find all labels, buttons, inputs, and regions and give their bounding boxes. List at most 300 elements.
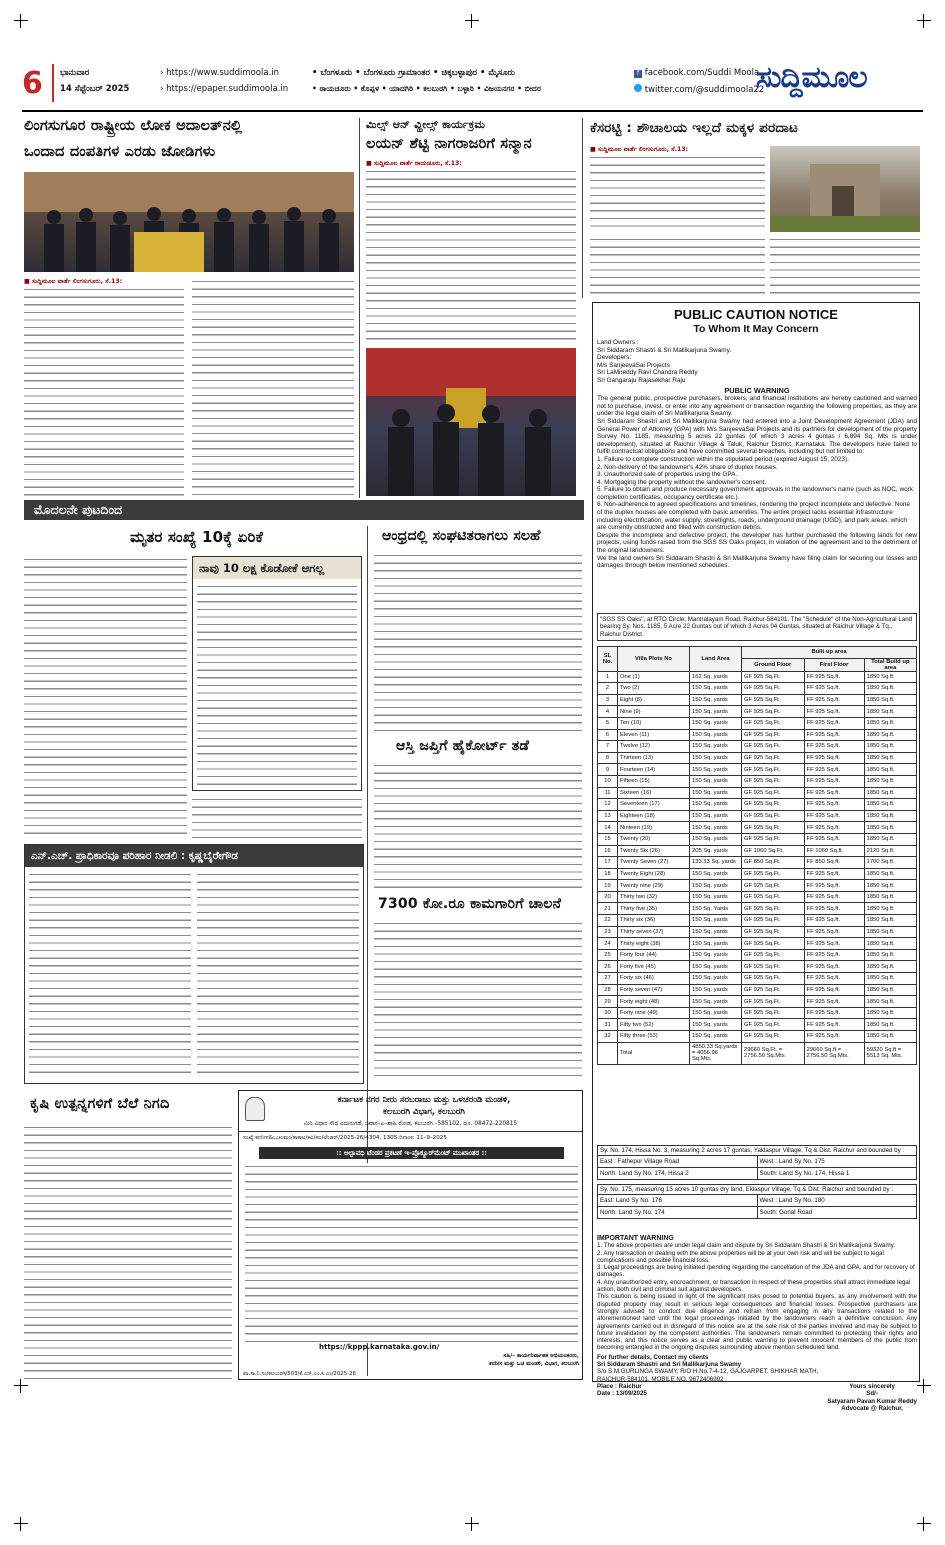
table-cell: 1850 Sq.ft.	[864, 729, 916, 741]
compensation-title: ನಾವು 10 ಲಕ್ಷ ಕೊಡೋಕೆ ಆಗಲ್ಲ	[193, 557, 361, 579]
editions-row-1: • ಬೆಂಗಳೂರು • ಬೆಂಗಳೂರು ಗ್ರಾಮಾಂತರ • ಚಿಕ್ಕಬಳ್ಳಾಪುರ • ಮೈಸೂರು	[312, 68, 515, 78]
sy175-south: South: Gonal Road	[758, 1207, 918, 1219]
table-row	[598, 868, 917, 880]
table-cell: GF 925 Sq.Ft.	[742, 729, 805, 741]
table-cell: 1850 Sq.ft.	[864, 926, 916, 938]
table-cell: 150 Sq. yards	[690, 868, 742, 880]
table-cell: 15	[598, 833, 618, 845]
table-cell: 150 Sq. yards	[690, 915, 742, 927]
table-row	[598, 799, 917, 811]
contact-names: Sri Siddaram Shastri and Sri Mallikarjuna Swamy	[597, 1361, 742, 1369]
table-cell: 3	[598, 694, 618, 706]
table-cell: GF 925 Sq.Ft.	[742, 915, 805, 927]
table-cell: Twelve (12)	[618, 741, 690, 753]
table-row	[598, 717, 917, 729]
table-cell: FF 925 Sq.ft.	[804, 683, 864, 695]
advocate-name: Satyaram Pavan Kumar Reddy	[827, 1397, 917, 1405]
table-cell: FF 925 Sq.ft.	[804, 1019, 864, 1031]
table-cell: Ten (10)	[618, 717, 690, 729]
tender-body	[245, 1163, 578, 1343]
table-cell: GF 925 Sq.Ft.	[742, 973, 805, 985]
we-text: We the land owners Sri Siddaram Shastri & Sri Mallikarjuna Swamy have filing claim for securing our losses and damages through below mentioned schedules.	[597, 554, 917, 570]
sy174-north: North: Land Sy No. 174, Hissa 2	[597, 1168, 758, 1180]
table-cell: Twenty Six (26)	[618, 845, 690, 857]
lok-adalat-title-1: ಲಿಂಗಸುಗೂರ ರಾಷ್ಟ್ರೀಯ ಲೋಕ ಅದಾಲತ್‌ನಲ್ಲಿ	[24, 118, 243, 134]
table-cell: FF 925 Sq.ft.	[804, 822, 864, 834]
table-total-row	[598, 1042, 917, 1064]
table-cell: Thirteen (13)	[618, 752, 690, 764]
table-cell: Nine (9)	[618, 706, 690, 718]
projects-title: 7300 ಕೋ.ರೂ ಕಾಮಗಾರಿಗೆ ಚಾಲನೆ	[378, 896, 562, 912]
table-cell: 150 Sq. yards	[690, 996, 742, 1008]
table-cell: 16	[598, 845, 618, 857]
table-cell: 9	[598, 764, 618, 776]
warning-heading: PUBLIC WARNING	[724, 385, 790, 395]
contact-address-1: S/o S.M.GURLINGA SWAMY, R/O H.No.7-4-12, GAJGARPET, SHIKHAR MATH,	[597, 1368, 819, 1376]
table-cell: 30	[598, 1007, 618, 1019]
table-cell: 14	[598, 822, 618, 834]
yours-sincerely: Yours sincerely	[849, 1382, 895, 1390]
table-cell: Forty eight (48)	[618, 996, 690, 1008]
developers-label: Developers:	[597, 354, 632, 362]
table-cell: 150 Sq. yards	[690, 775, 742, 787]
sy174-west: West : Land Sy No. 175	[758, 1156, 918, 1168]
table-cell: 150 Sq. Yards	[690, 903, 742, 915]
table-cell: 28	[598, 984, 618, 996]
table-cell	[598, 1042, 618, 1064]
table-cell: Seventeen (17)	[618, 799, 690, 811]
table-cell: GF 925 Sq.Ft.	[742, 764, 805, 776]
table-cell: FF 925 Sq.ft.	[804, 764, 864, 776]
table-cell: Forty nine (49)	[618, 1007, 690, 1019]
table-cell: FF 925 Sq.ft.	[804, 729, 864, 741]
table-cell: 1850 Sq.ft.	[864, 694, 916, 706]
developer-3: Sri Gangaraju Rajasekhar Raju	[597, 376, 686, 384]
important-1: 1. The above properties are under legal claim and dispute by Sri Siddaram Shastri & Sri Mallikarjuna Swamy.	[597, 1242, 895, 1250]
table-cell: 1850 Sq.ft.	[864, 961, 916, 973]
breach-1: 1. Failure to complete construction within the stipulated period (expired August 15, 2023).	[597, 455, 849, 463]
death-toll-body-col2	[192, 796, 362, 838]
public-caution-notice	[592, 302, 920, 1412]
nh-authority-title: ಎನ್.ಎಚ್. ಪ್ರಾಧಿಕಾರವೂ ಪರಿಹಾರ ನೀಡಲಿ : ಕೃಷ್ಣಬೈರೇಗೌಡ	[25, 845, 363, 867]
death-toll-title: ಮೃತರ ಸಂಖ್ಯೆ 10ಕ್ಕೆ ಏರಿಕೆ	[130, 528, 264, 546]
table-cell: 24	[598, 938, 618, 950]
table-cell: Thirty six (36)	[618, 915, 690, 927]
andhra-body	[374, 552, 582, 732]
table-cell: 150 Sq. yards	[690, 764, 742, 776]
tender-ref: ಸಂಖ್ಯೆ:ಕನನೀಸ&ಒಚಂಮಂ/ಕಾಕಾಅ/ಕವಿ/ಕಲ/ಟೆಂಡರ್/2025-26/4304, 1305 ದಿನಾಂಕ: 11–9–2025	[243, 1135, 447, 1141]
table-row	[598, 683, 917, 695]
table-cell: 1850 Sq.ft.	[864, 752, 916, 764]
sy175-west: West : Land Sy No. 180	[758, 1195, 918, 1207]
table-cell: Eight (8)	[618, 694, 690, 706]
kesaratti-body-1	[590, 154, 765, 230]
table-cell: 21	[598, 903, 618, 915]
table-cell: Total	[618, 1042, 690, 1064]
table-cell: 150 Sq. yards	[690, 961, 742, 973]
table-cell: 22	[598, 915, 618, 927]
crop-mark	[14, 1517, 28, 1531]
table-cell: 29660 Sq.Ft. = 2756.50 Sq.Mts	[742, 1042, 805, 1064]
table-row	[598, 752, 917, 764]
notice-date: Date : 13/09/2025	[597, 1390, 647, 1398]
table-row	[598, 926, 917, 938]
table-row	[598, 961, 917, 973]
krishi-title: ಕೃಷಿ ಉತ್ಪನ್ನಗಳಿಗೆ ಬೆಲೆ ನಿಗದಿ	[30, 1096, 170, 1112]
table-cell: Twenty (20)	[618, 833, 690, 845]
table-cell: FF 925 Sq.ft.	[804, 810, 864, 822]
kesaratti-photo	[770, 146, 920, 232]
important-4: 4. Any unauthorized entry, encroachment, or transaction in respect of these properties shall attract immediate legal action, both civil and criminal suit against developers.	[597, 1278, 911, 1294]
tender-division: ಕಲಬುರಗಿ ವಿಭಾಗ, ಕಲಬುರಗಿ	[383, 1107, 465, 1117]
table-cell: 2	[598, 683, 618, 695]
tender-sign: ಸಹಿ/– ಕಾರ್ಯನಿರ್ವಾಹಕ ಅಭಿಯಂತರರು,	[503, 1353, 579, 1359]
table-row	[598, 822, 917, 834]
table-row	[598, 984, 917, 996]
table-cell: 1850 Sq.ft.	[864, 915, 916, 927]
schedule-description: "SGS SS Oaks", at RTO Circle, Mantralayam Road, Raichur-584101. The "Schedule" of the Non-Agricultural Land bearing Sy. Nos. 1185, 5 Acre 22 Guntas out of which 3 Acres 04 Guntas, situated at Raichur Village & Tq., Raichur District.	[597, 613, 917, 641]
advocate-role: Advocate @ Raichur.	[841, 1404, 903, 1412]
editions-row-2: • ರಾಯಚೂರು • ಕೊಪ್ಪಳ • ಯಾದಗಿರಿ • ಕಲಬುರಗಿ • ಬಳ್ಳಾರಿ • ವಿಜಯನಗರ • ಬೀದರ	[312, 84, 541, 93]
table-cell: 150 Sq. yards	[690, 810, 742, 822]
table-cell: 20	[598, 891, 618, 903]
table-cell: Twenty nine (29)	[618, 880, 690, 892]
table-cell: 150 Sq. yards	[690, 729, 742, 741]
table-cell: GF 925 Sq.Ft.	[742, 671, 805, 683]
col-built-up: Built up area	[742, 647, 917, 659]
crop-mark	[465, 14, 479, 28]
tender-org: ಕರ್ನಾಟಕ ನಗರ ನೀರು ಸರಬರಾಜು ಮತ್ತು ಒಳಚರಂಡಿ ಮಂಡಳಿ,	[337, 1095, 511, 1105]
table-cell: 150 Sq. yards	[690, 799, 742, 811]
krishi-body	[24, 1124, 232, 1380]
table-cell: Forty six (46)	[618, 973, 690, 985]
table-cell: 1850 Sq.ft.	[864, 706, 916, 718]
table-cell: GF 925 Sq.Ft.	[742, 822, 805, 834]
table-cell: 1850 Sq.ft.	[864, 810, 916, 822]
table-cell: FF 925 Sq.ft.	[804, 938, 864, 950]
caution-text: This caution is being issued in light of the significant risks posed to potential buyers, as any involvement with the disputed property may result in serious legal consequences and financial losses. Prospective purchasers are strongly advised to conduct due diligence and refrain from engaging in any transactions related to the aforementioned land until the legal proceedings initiated by the landowners reach a definitive conclusion. Any agreements carried out in disregard of this notice are at the sole risk of the parties involved and may be subject to future invalidation by the competent authorities. The landowners remain committed to protecting their rights and interests, and this notice serves as a clear and public warning to prevent innocent members of the public from becoming entangled in the ongoing disputes surrounding above mention scheduled land.	[597, 1293, 917, 1352]
table-cell: GF 925 Sq.Ft.	[742, 903, 805, 915]
kesaratti-body-3	[770, 236, 920, 296]
page-number: 6	[22, 66, 43, 101]
high-court-title: ಆಸ್ತಿ ಜಪ್ತಿಗೆ ಹೈಕೋರ್ಟ್ ತಡೆ	[396, 738, 530, 754]
table-cell: FF 925 Sq.ft.	[804, 915, 864, 927]
table-cell: FF 925 Sq.ft.	[804, 1007, 864, 1019]
table-cell: GF 925 Sq.Ft.	[742, 996, 805, 1008]
kesaratti-title: ಕೆಸರಟ್ಟಿ : ಶೌಚಾಲಯ ಇಲ್ಲದೆ ಮಕ್ಕಳ ಪರದಾಟ	[590, 120, 799, 136]
table-cell: 1850 Sq.ft.	[864, 880, 916, 892]
table-cell: Eleven (11)	[618, 729, 690, 741]
table-cell: FF 925 Sq.ft.	[804, 1031, 864, 1043]
compensation-box	[192, 556, 362, 791]
table-row	[598, 973, 917, 985]
projects-body	[374, 920, 582, 1080]
table-row	[598, 775, 917, 787]
table-cell: Forty seven (47)	[618, 984, 690, 996]
sy174-title: Sy. No. 174, Hissa No. 3, measuring 2 acres 17 guntas, Yaklaspur Village, Tq & Dist. Raichur and bounded by :	[597, 1145, 917, 1156]
facebook-link[interactable]: f facebook.com/Suddi Moola	[634, 68, 759, 78]
table-row	[598, 891, 917, 903]
table-row	[598, 845, 917, 857]
table-cell: 150 Sq. yards	[690, 706, 742, 718]
chevron-icon: ›	[160, 68, 167, 78]
table-cell: FF 925 Sq.ft.	[804, 706, 864, 718]
table-cell: Fifteen (15)	[618, 775, 690, 787]
table-cell: 1850 Sq.ft.	[864, 787, 916, 799]
tender-emblem-icon	[245, 1097, 265, 1121]
table-cell: FF 925 Sq.ft.	[804, 880, 864, 892]
warning-text: The general public, prospective purchasers, brokers, and financial institutions are hereby cautioned and warned not to purchase, invest, or enter into any agreement or transaction regarding the following properties, as they are under the legal claim of Sri Mallikarjuna Swamy.	[597, 395, 917, 418]
table-cell: 150 Sq. yards	[690, 787, 742, 799]
nh-authority-box	[24, 844, 364, 1084]
sy174-south: South: Land Sy No. 174, Hissa 1	[758, 1168, 918, 1180]
table-cell: FF 925 Sq.ft.	[804, 775, 864, 787]
table-cell: 150 Sq. yards	[690, 1019, 742, 1031]
table-cell: FF 925 Sq.ft.	[804, 984, 864, 996]
table-cell: GF 925 Sq.Ft.	[742, 868, 805, 880]
table-cell: 1850 Sq.ft.	[864, 938, 916, 950]
table-cell: 26	[598, 961, 618, 973]
table-cell: 1850 Sq.ft.	[864, 741, 916, 753]
website-link[interactable]: › https://www.suddimoola.in	[160, 68, 280, 78]
crop-mark	[465, 1517, 479, 1531]
tender-notice	[238, 1090, 583, 1380]
table-row	[598, 903, 917, 915]
table-cell: GF 925 Sq.Ft.	[742, 880, 805, 892]
table-cell: Fifty two (52)	[618, 1019, 690, 1031]
masthead	[22, 60, 922, 110]
developer-2: Sri LaMireddy Ravi Chandra Reddy	[597, 369, 698, 377]
kesaratti-body-2	[590, 236, 765, 296]
table-cell: FF 925 Sq.ft.	[804, 741, 864, 753]
land-owners-label: Land Owners :	[597, 339, 639, 346]
table-cell: 2120 Sq.ft.	[864, 845, 916, 857]
table-cell: GF 925 Sq.Ft.	[742, 717, 805, 729]
facebook-icon: f	[634, 70, 642, 78]
table-cell: 5	[598, 717, 618, 729]
col-land-area: Land Area	[690, 647, 742, 672]
table-cell: Ninteen (19)	[618, 822, 690, 834]
tender-heading: :: ಅಲ್ಪಾವಧಿ ಟೆಂಡರ ಪ್ರಕಟಣೆ ಇ–ಪ್ರೊಕ್ಯೂರ್‌ಮೆಂಟ್ ಮುಖಾಂತರ ::	[259, 1147, 564, 1159]
table-cell: 29	[598, 996, 618, 1008]
crop-mark	[917, 14, 931, 28]
table-cell: GF 925 Sq.Ft.	[742, 775, 805, 787]
breach-5: 5. Failure to obtain and produce necessary government approvals in the landowner's name (such as NOC, work completion certificates, occupancy certificate etc.).	[597, 486, 913, 501]
lok-adalat-photo	[24, 172, 354, 272]
table-cell: 1850 Sq.ft.	[864, 891, 916, 903]
table-cell: FF 925 Sq.ft.	[804, 903, 864, 915]
contact-address-2: RAICHUR-584101. MOBILE NO. 9672406992	[597, 1375, 724, 1383]
table-cell: GF 925 Sq.Ft.	[742, 949, 805, 961]
andhra-title: ಆಂಧ್ರದಲ್ಲಿ ಸಂಘಟಿತರಾಗಲು ಸಲಹೆ	[382, 528, 541, 544]
notice-title: PUBLIC CAUTION NOTICE	[674, 307, 838, 322]
table-row	[598, 833, 917, 845]
table-row	[598, 694, 917, 706]
table-cell: 32	[598, 1031, 618, 1043]
table-cell: Sixteen (16)	[618, 787, 690, 799]
lions-kicker: ಮಿಲ್ಸ್ ಆನ್ ವ್ಹೀಲ್ಸ್ ಕಾರ್ಯಕ್ರಮ	[366, 118, 486, 131]
lions-byline: ■ ಸುದ್ದಿಮೂಲ ವಾರ್ತೆ ರಾಯಚೂರು, ಸೆ.13:	[366, 160, 462, 167]
table-cell: GF 925 Sq.Ft.	[742, 683, 805, 695]
table-cell: FF 925 Sq.ft.	[804, 868, 864, 880]
table-cell: 150 Sq. yards	[690, 694, 742, 706]
table-cell: 1850 Sq.ft.	[864, 799, 916, 811]
table-cell: 1850 Sq.ft.	[864, 973, 916, 985]
breach-6: 6. Non-adherence to agreed specifications and timelines, rendering the project incomplete and defective. None of the duplex houses are completed with basic amenities. The entire project lacks essential infrastructure including electrification, water supply, streetlights, roads, underground drainage (UGD), and park areas, which are currently obstructed and filled with construction debris.	[597, 501, 910, 532]
table-cell: 29660 Sq.ft = 2756.50 Sq.Mts.	[804, 1042, 864, 1064]
table-cell: Thirty eight (38)	[618, 938, 690, 950]
table-cell: GF 925 Sq.Ft.	[742, 1031, 805, 1043]
table-cell: 1850 Sq.ft.	[864, 775, 916, 787]
table-cell: 150 Sq. yards	[690, 1007, 742, 1019]
table-cell: GF 925 Sq.Ft.	[742, 961, 805, 973]
table-cell: 162 Sq. yards	[690, 671, 742, 683]
issue-day: ಭಾನುವಾರ	[60, 68, 90, 78]
villa-table-body	[598, 671, 917, 1064]
table-cell: 1850 Sq.ft.	[864, 683, 916, 695]
lok-adalat-body-col2	[192, 278, 354, 496]
table-cell: 1700 Sq.ft.	[864, 857, 916, 869]
table-cell: 1850 Sq.ft.	[864, 949, 916, 961]
front-page-band: ಮೊದಲನೇ ಪುಟದಿಂದ	[24, 500, 584, 520]
table-cell: 150 Sq. yards	[690, 717, 742, 729]
lions-photo	[366, 348, 576, 496]
table-cell: 7	[598, 741, 618, 753]
table-cell: 150 Sq. yards	[690, 822, 742, 834]
table-cell: FF 925 Sq.ft.	[804, 996, 864, 1008]
table-cell: 150 Sq. yards	[690, 938, 742, 950]
table-cell: 1850 Sq.ft.	[864, 833, 916, 845]
table-row	[598, 996, 917, 1008]
table-row	[598, 949, 917, 961]
table-cell: 17	[598, 857, 618, 869]
table-cell: 19	[598, 880, 618, 892]
important-3: 3. Legal proceedings are being initiated /pending regarding the cancellation of the JDA and GPA, and for recovery of damages.	[597, 1264, 915, 1279]
table-cell: 150 Sq. yards	[690, 926, 742, 938]
table-row	[598, 1007, 917, 1019]
table-cell: 59320 Sq.ft = 5513 Sq. Mts.	[864, 1042, 916, 1064]
band-arrow-icon	[192, 500, 204, 520]
table-cell: Fifty three (53)	[618, 1031, 690, 1043]
table-cell: Thirty five (35)	[618, 903, 690, 915]
sy174-block	[597, 1145, 917, 1219]
table-cell: FF 925 Sq.ft.	[804, 949, 864, 961]
table-row	[598, 706, 917, 718]
table-cell: GF 1060 Sq.Ft.	[742, 845, 805, 857]
table-row	[598, 764, 917, 776]
table-cell: GF 925 Sq.Ft.	[742, 833, 805, 845]
table-cell: FF 925 Sq.ft.	[804, 717, 864, 729]
table-cell: 150 Sq. yards	[690, 984, 742, 996]
table-cell: GF 925 Sq.Ft.	[742, 891, 805, 903]
table-cell: 150 Sq. yards	[690, 880, 742, 892]
table-cell: Twenty Seven (27)	[618, 857, 690, 869]
notice-subtitle: To Whom It May Concern	[693, 323, 819, 335]
table-cell: 27	[598, 973, 618, 985]
table-cell: 12	[598, 799, 618, 811]
tender-footer: ವಾ.ಸಾ.ನಿ.ಸಂ/ಕಲಬುರಗಿ/503/ಕೆ.ಎನ್.ಎಂ.ಸಿ.ಎಂ/2025-26	[243, 1371, 356, 1377]
table-row	[598, 671, 917, 683]
table-cell: 10	[598, 775, 618, 787]
table-cell: 1850 Sq.ft.	[864, 822, 916, 834]
table-cell: FF 1060 Sq.ft.	[804, 845, 864, 857]
breach-4: 4. Mortgaging the property without the landowner's consent.	[597, 478, 767, 486]
group-photo-illustration	[24, 172, 354, 272]
table-cell: 4	[598, 706, 618, 718]
table-cell: 6	[598, 729, 618, 741]
table-cell: FF 925 Sq.ft.	[804, 671, 864, 683]
table-cell: 25	[598, 949, 618, 961]
table-cell: GF 925 Sq.Ft.	[742, 938, 805, 950]
sy175-north: North: Land Sy No. 174	[597, 1207, 758, 1219]
table-cell: 11	[598, 787, 618, 799]
col-total: Total Build up area	[864, 658, 916, 671]
table-cell: Twenty Eight (28)	[618, 868, 690, 880]
important-2: 2. Any transaction or dealing with the above properties will be at your own risk and will be subject to legal complications and possible financial loss.	[597, 1249, 884, 1264]
table-cell: 1850 Sq.ft.	[864, 868, 916, 880]
table-cell: GF 925 Sq.Ft.	[742, 741, 805, 753]
col-first-floor: First Floor	[804, 658, 864, 671]
table-cell: 133.33 Sq. yards	[690, 857, 742, 869]
table-cell: 150 Sq. yards	[690, 973, 742, 985]
table-cell: 150 Sq. yards	[690, 1031, 742, 1043]
sy175-title: Sy. No. 175, measuring 15 acres 10 guntas dry land, Eklaspur Village, Tq & Dist. Raichur and bounded by :	[597, 1184, 917, 1195]
table-row	[598, 729, 917, 741]
despite-text: Despite the incomplete and defective project, the developer has further purchased the following lands for new projects, using funds raised from the SGS SS Oaks project, in violation of the agreement and to the detriment of the original landowners.	[597, 531, 917, 555]
lok-adalat-body-col1	[24, 286, 184, 496]
table-cell: FF 925 Sq.ft.	[804, 694, 864, 706]
lok-adalat-byline: ■ ಸುದ್ದಿಮೂಲ ವಾರ್ತೆ ಲಿಂಗಸುಗೂರು, ಸೆ.13:	[24, 278, 123, 285]
table-cell: FF 925 Sq.ft.	[804, 752, 864, 764]
table-cell: Forty four (44)	[618, 949, 690, 961]
table-cell: 13	[598, 810, 618, 822]
table-cell: FF 925 Sq.ft.	[804, 787, 864, 799]
table-cell: FF 925 Sq.ft.	[804, 961, 864, 973]
table-cell: 1850 Sq.ft.	[864, 671, 916, 683]
twitter-link[interactable]: twitter.com/@suddimoola22	[634, 84, 764, 95]
issue-date: 14 ಸೆಪ್ಟೆಂಬರ್ 2025	[60, 84, 130, 94]
land-owners: Sri Siddaram Shastri & Sri Mallikarjuna Swamy.	[597, 346, 732, 354]
table-row	[598, 810, 917, 822]
contact-heading: For further details, Contact my clients	[597, 1353, 709, 1361]
important-heading: IMPORTANT WARNING	[597, 1235, 674, 1242]
col-ground-floor: Ground Floor	[742, 658, 805, 671]
table-cell: Thirty two (32)	[618, 891, 690, 903]
col-villa-plot: Villa Plots No	[618, 647, 690, 672]
table-cell: Eighteen (18)	[618, 810, 690, 822]
table-row	[598, 938, 917, 950]
col-sl-no: SL No.	[598, 647, 618, 672]
table-row	[598, 857, 917, 869]
tender-sign-2: ಕನನೀಸ ಮತ್ತು ಒಚ ಮಂಡಳಿ, ವಿಭಾಗ, ಕಲಬುರಗಿ	[489, 1361, 579, 1367]
table-cell: FF 850 Sq.ft.	[804, 857, 864, 869]
table-cell: FF 925 Sq.ft.	[804, 833, 864, 845]
epaper-link[interactable]: › https://epaper.suddimoola.in	[160, 84, 289, 94]
table-cell: Two (2)	[618, 683, 690, 695]
table-cell: GF 925 Sq.Ft.	[742, 752, 805, 764]
twitter-icon	[634, 84, 642, 92]
table-cell: 150 Sq. yards	[690, 891, 742, 903]
table-cell: GF 925 Sq.Ft.	[742, 926, 805, 938]
table-cell: 1850 Sq.ft.	[864, 1031, 916, 1043]
table-row	[598, 1031, 917, 1043]
table-cell: 1	[598, 671, 618, 683]
table-cell: 1850 Sq.ft.	[864, 903, 916, 915]
table-row	[598, 915, 917, 927]
table-row	[598, 787, 917, 799]
jda-text: Sri Siddaram Shastri and Sri Mallikarjuna Swamy had entered into a Joint Development Agreement (JDA) and General Power of Attorney (GPA) with M/s SanjeevaSai Projects and its partners for development of the property Survey No. 1185, measuring 5 acres 22 guntas (of which 3 acres 4 guntas / 6,894 Sq. Mts is under development), situated at Raichur Village & Taluk, Raichur District, Karnataka. The developers have failed to fulfill contractual obligations and have committed several breaches, including but not limited to:	[597, 417, 917, 456]
table-cell: 1850 Sq.ft.	[864, 996, 916, 1008]
